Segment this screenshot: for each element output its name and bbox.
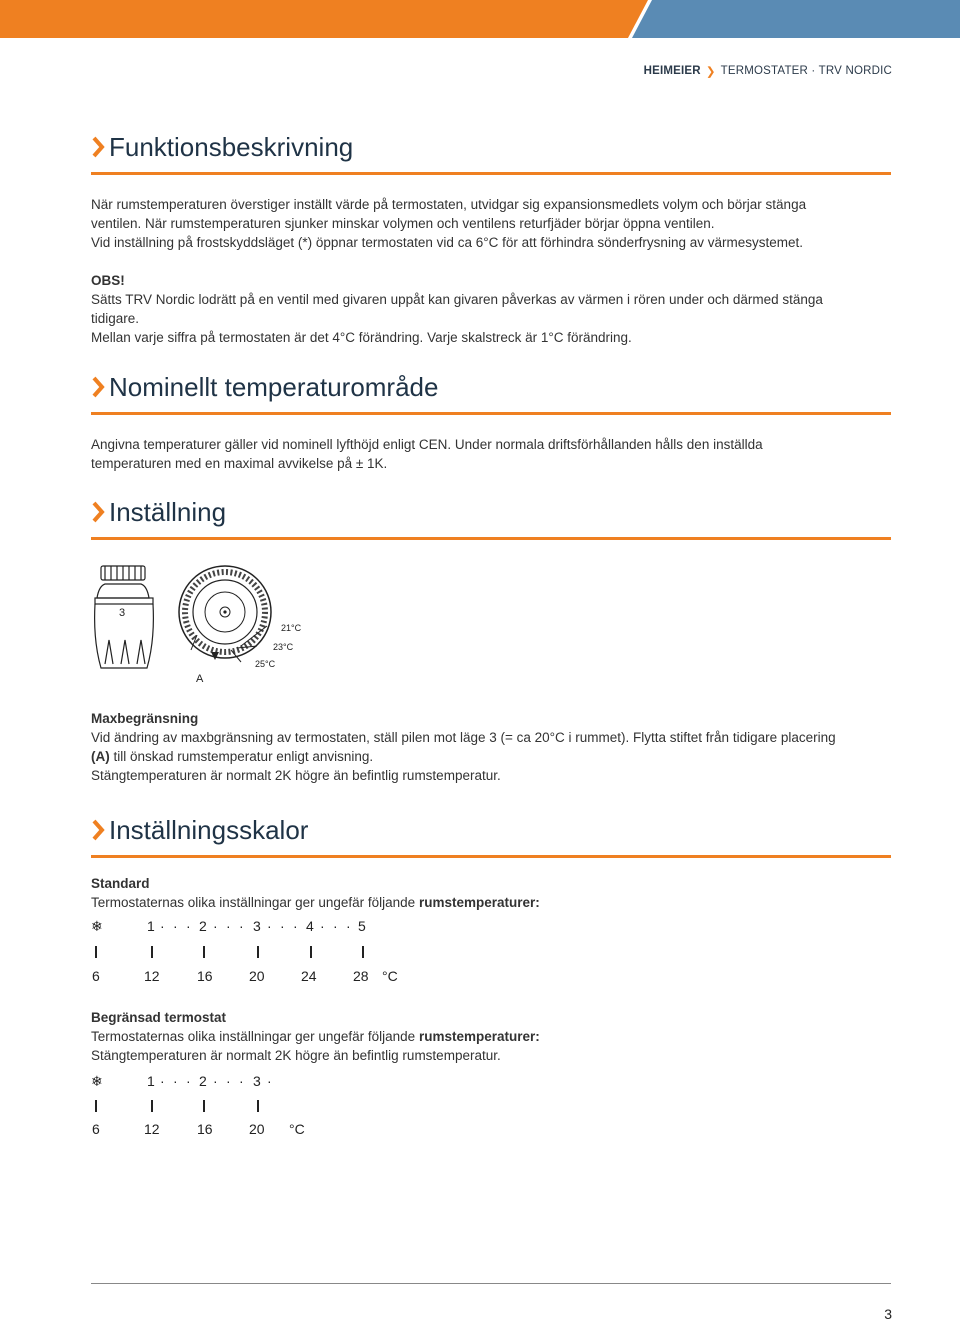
paragraph-line: Vid ändring av maxbgränsning av termostaten, ställ pilen mot läge 3 (= ca 20°C i rummet). Flytta stiftet från tidigare placering bbox=[91, 730, 836, 745]
scale-temp: 20 bbox=[249, 968, 265, 984]
scale-temp: 24 bbox=[301, 968, 317, 984]
scale-temp: 6 bbox=[92, 968, 100, 984]
standard-temps-row bbox=[91, 968, 421, 988]
scale-dot: · bbox=[320, 918, 325, 934]
thermostat-illustration bbox=[91, 560, 321, 690]
scale-temp: 28 bbox=[353, 968, 369, 984]
page-number: 3 bbox=[884, 1306, 892, 1322]
standard-tick-row bbox=[91, 946, 421, 960]
scale-tick bbox=[203, 946, 205, 958]
scale-temp: 20 bbox=[249, 1121, 265, 1137]
scale-dot: · bbox=[213, 918, 218, 934]
scale-dot: · bbox=[186, 918, 191, 934]
scale-setting: 2 bbox=[199, 918, 207, 934]
scale-dot: · bbox=[226, 918, 231, 934]
section-installning bbox=[91, 495, 891, 540]
section-heading bbox=[91, 813, 891, 847]
paragraph-line: När rumstemperaturen överstiger inställt värde på termostaten, utvidgar sig expansionsmedlets volym och börjar stänga bbox=[91, 197, 807, 212]
scale-tick bbox=[151, 1100, 153, 1112]
section-heading bbox=[91, 130, 891, 164]
paragraph-line: Vid inställning på frostskyddsläget (*) öppnar termostaten vid ca 6°C för att förhindra sönderfrysning av värmesystemet. bbox=[91, 235, 803, 250]
scale-setting: 3 bbox=[253, 918, 261, 934]
scale-temp: 12 bbox=[144, 1121, 160, 1137]
section-rule bbox=[91, 172, 891, 175]
section-installningsskalor bbox=[91, 813, 891, 858]
paragraph-line: Stängtemperaturen är normalt 2K högre än befintlig rumstemperatur. bbox=[91, 1048, 501, 1063]
chevron-icon bbox=[91, 500, 105, 524]
section-rule bbox=[91, 537, 891, 540]
scale-dot: · bbox=[226, 1073, 231, 1089]
section-title: Inställning bbox=[109, 496, 227, 527]
scale-dot: · bbox=[186, 1073, 191, 1089]
scale-dot: · bbox=[173, 918, 178, 934]
section-funktionsbeskrivning bbox=[91, 130, 891, 347]
scale-setting: 2 bbox=[199, 1073, 207, 1089]
paragraph-line: Angivna temperaturer gäller vid nominell lyfthöjd enligt CEN. Under normala driftsförhållanden hålls den inställda bbox=[91, 437, 763, 452]
scale-setting: 5 bbox=[358, 918, 366, 934]
snowflake-icon: ❄ bbox=[91, 918, 103, 934]
product-line: TERMOSTATER · TRV NORDIC bbox=[720, 65, 892, 77]
scale-dot: · bbox=[160, 918, 165, 934]
standard-settings-row bbox=[91, 918, 421, 938]
scale-dot: · bbox=[280, 918, 285, 934]
scale-dot: · bbox=[173, 1073, 178, 1089]
scale-setting: 3 bbox=[253, 1073, 261, 1089]
standard-block bbox=[91, 874, 891, 912]
paragraph-line: tidigare. bbox=[91, 311, 140, 326]
paragraph-text: Termostaternas olika inställningar ger ungefär följande bbox=[91, 895, 419, 910]
scale-dot: · bbox=[239, 918, 244, 934]
section-nominellt bbox=[91, 370, 891, 473]
paragraph-line: temperaturen med en maximal avvikelse på ± 1K. bbox=[91, 456, 388, 471]
running-header bbox=[644, 64, 892, 78]
scale-tick bbox=[362, 946, 364, 958]
obs-label: OBS! bbox=[91, 273, 125, 288]
scale-temp: 12 bbox=[144, 968, 160, 984]
scale-dot: · bbox=[160, 1073, 165, 1089]
scale-dot: · bbox=[267, 1073, 272, 1089]
limited-temps-row bbox=[91, 1121, 331, 1141]
scale-setting: 4 bbox=[306, 918, 314, 934]
scale-dot: · bbox=[267, 918, 272, 934]
chevron-icon: ❯ bbox=[705, 66, 716, 78]
section-heading bbox=[91, 495, 891, 529]
section-heading bbox=[91, 370, 891, 404]
pin-label: A bbox=[196, 673, 204, 685]
subheading: Maxbegränsning bbox=[91, 711, 199, 726]
scale-dot: · bbox=[346, 918, 351, 934]
pin-reference: (A) bbox=[91, 749, 110, 764]
scale-tick bbox=[95, 946, 97, 958]
section-rule bbox=[91, 412, 891, 415]
scale-setting: 1 bbox=[147, 1073, 155, 1089]
snowflake-icon: ❄ bbox=[91, 1073, 103, 1089]
maxbegransning-block bbox=[91, 709, 891, 785]
paragraph-line bbox=[91, 893, 891, 912]
temp-label: 21°C bbox=[281, 623, 302, 633]
footer-rule bbox=[91, 1283, 891, 1284]
chevron-icon bbox=[91, 818, 105, 842]
scale-dot: · bbox=[213, 1073, 218, 1089]
scale-dot: · bbox=[333, 918, 338, 934]
limited-tick-row bbox=[91, 1100, 311, 1114]
scale-dot: · bbox=[293, 918, 298, 934]
scale-temp: 16 bbox=[197, 1121, 213, 1137]
scale-temp: 6 bbox=[92, 1121, 100, 1137]
scale-tick bbox=[151, 946, 153, 958]
scale-unit: °C bbox=[289, 1121, 305, 1137]
section-rule bbox=[91, 855, 891, 858]
temp-label: 23°C bbox=[273, 642, 294, 652]
scale-unit: °C bbox=[382, 968, 398, 984]
scale-tick bbox=[257, 1100, 259, 1112]
scale-tick bbox=[310, 946, 312, 958]
head-number: 3 bbox=[119, 607, 126, 619]
chevron-icon bbox=[91, 375, 105, 399]
limited-block bbox=[91, 1008, 891, 1065]
paragraph-line: Stängtemperaturen är normalt 2K högre än befintlig rumstemperatur. bbox=[91, 768, 501, 783]
paragraph-text: Termostaternas olika inställningar ger ungefär följande bbox=[91, 1029, 419, 1044]
brand-name: HEIMEIER bbox=[643, 65, 701, 77]
paragraph-text: till önskad rumstemperatur enligt anvisning. bbox=[109, 749, 374, 764]
scale-tick bbox=[203, 1100, 205, 1112]
scale-setting: 1 bbox=[147, 918, 155, 934]
paragraph-line: Mellan varje siffra på termostaten är det 4°C förändring. Varje skalstreck är 1°C förändring. bbox=[91, 330, 632, 345]
paragraph-line bbox=[91, 1027, 891, 1046]
chevron-icon bbox=[91, 135, 105, 159]
limited-settings-row bbox=[91, 1073, 311, 1093]
scale-tick bbox=[257, 946, 259, 958]
paragraph-text-bold: rumstemperaturer: bbox=[418, 895, 540, 910]
scale-tick bbox=[95, 1100, 97, 1112]
subheading: Standard bbox=[91, 876, 150, 891]
subheading: Begränsad termostat bbox=[91, 1010, 227, 1025]
top-color-band bbox=[0, 0, 960, 38]
section-title: Funktionsbeskrivning bbox=[109, 131, 354, 162]
scale-temp: 16 bbox=[197, 968, 213, 984]
paragraph-line: Sätts TRV Nordic lodrätt på en ventil med givaren uppåt kan givaren påverkas av värmen i rören under och därmed stänga bbox=[91, 292, 823, 307]
dial-icon bbox=[179, 566, 271, 662]
paragraph-line: ventilen. När rumstemperaturen sjunker minskar volymen och ventilens returfjäder börjar öppna ventilen. bbox=[91, 216, 715, 231]
section-title: Nominellt temperaturområde bbox=[109, 371, 439, 402]
paragraph-line bbox=[91, 747, 891, 766]
paragraph-text-bold: rumstemperaturer: bbox=[418, 1029, 540, 1044]
scale-dot: · bbox=[239, 1073, 244, 1089]
section-title: Inställningsskalor bbox=[109, 814, 309, 845]
temp-label: 25°C bbox=[255, 659, 276, 669]
